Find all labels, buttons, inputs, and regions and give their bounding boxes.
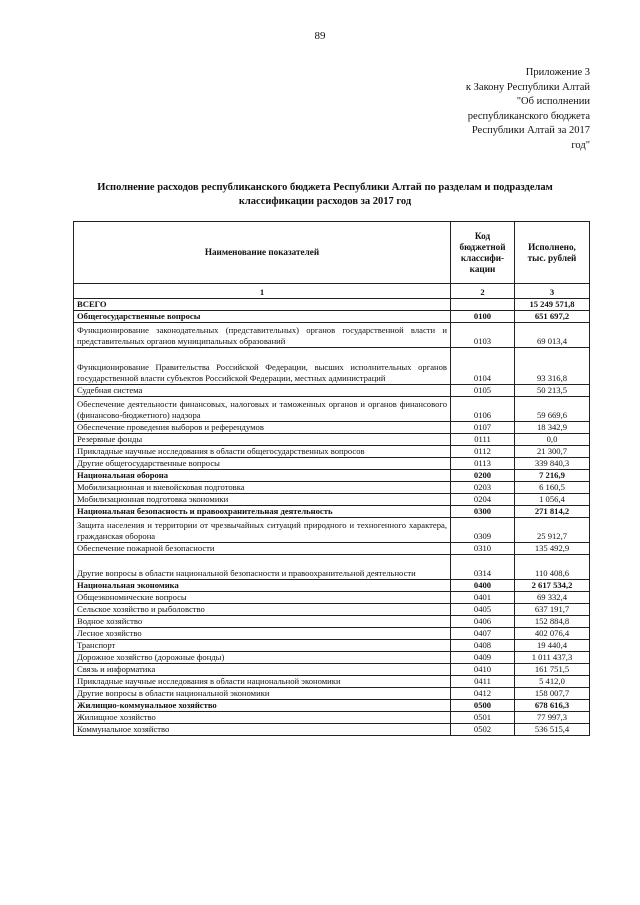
table-row: [74, 506, 590, 518]
row-name: Национальная безопасность и правоохранительная деятельность: [74, 506, 451, 518]
row-code: 0412: [451, 688, 515, 700]
row-name: Национальная оборона: [74, 470, 451, 482]
row-code: 0203: [451, 482, 515, 494]
row-value: 110 408,6: [515, 555, 590, 580]
table-row: [74, 543, 590, 555]
row-code: 0500: [451, 700, 515, 712]
row-code: 0111: [451, 434, 515, 446]
row-value: 18 342,9: [515, 422, 590, 434]
row-name: Мобилизационная и вневойсковая подготовка: [74, 482, 451, 494]
table-row: [74, 712, 590, 724]
row-value: 135 492,9: [515, 543, 590, 555]
table-row: [74, 724, 590, 736]
row-code: 0410: [451, 664, 515, 676]
table-row: [74, 494, 590, 506]
appendix-line: республиканского бюджета: [467, 110, 590, 122]
row-value: 1 011 437,3: [515, 652, 590, 664]
row-value: 0,0: [515, 434, 590, 446]
table-row: [74, 604, 590, 616]
row-name: Транспорт: [74, 640, 451, 652]
row-code: 0408: [451, 640, 515, 652]
row-value: 77 997,3: [515, 712, 590, 724]
row-name: Коммунальное хозяйство: [74, 724, 451, 736]
row-name: Связь и информатика: [74, 664, 451, 676]
row-code: 0100: [451, 311, 515, 323]
row-name: Мобилизационная подготовка экономики: [74, 494, 451, 506]
row-code: 0411: [451, 676, 515, 688]
row-name: Лесное хозяйство: [74, 628, 451, 640]
document-title: [70, 181, 580, 209]
table-row: [74, 518, 590, 543]
row-code: 0112: [451, 446, 515, 458]
row-value: 637 191,7: [515, 604, 590, 616]
row-code: 0309: [451, 518, 515, 543]
column-number: 2: [451, 284, 515, 299]
row-name: Водное хозяйство: [74, 616, 451, 628]
table-row: [74, 422, 590, 434]
row-code: 0314: [451, 555, 515, 580]
column-number: 1: [74, 284, 451, 299]
row-value: 93 316,8: [515, 348, 590, 385]
row-value: 50 213,5: [515, 385, 590, 397]
appendix-line: Республики Алтай за 2017: [471, 125, 590, 137]
table-row: [74, 664, 590, 676]
table-row: [74, 580, 590, 592]
row-name: Сельское хозяйство и рыболовство: [74, 604, 451, 616]
row-value: 152 884,8: [515, 616, 590, 628]
row-code: 0105: [451, 385, 515, 397]
row-name: Обеспечение проведения выборов и референдумов: [74, 422, 451, 434]
table-row: [74, 470, 590, 482]
row-code: 0200: [451, 470, 515, 482]
row-name: Общегосударственные вопросы: [74, 311, 451, 323]
row-code: 0502: [451, 724, 515, 736]
row-name: Другие вопросы в области национальной экономики: [74, 688, 451, 700]
row-code: 0405: [451, 604, 515, 616]
table-row: [74, 458, 590, 470]
table-row: [74, 676, 590, 688]
table-row: [74, 555, 590, 580]
row-value: 6 160,5: [515, 482, 590, 494]
row-value: 2 617 534,2: [515, 580, 590, 592]
row-name: Судебная система: [74, 385, 451, 397]
page-number: 89: [314, 30, 326, 42]
row-value: 21 300,7: [515, 446, 590, 458]
row-value: 15 249 571,8: [515, 299, 590, 311]
row-value: 1 056,4: [515, 494, 590, 506]
table-row: [74, 311, 590, 323]
row-value: 59 669,6: [515, 397, 590, 422]
header-code: Код бюджетной классифи-кации: [451, 222, 515, 284]
table-row: [74, 592, 590, 604]
row-value: 19 440,4: [515, 640, 590, 652]
table-row: [74, 688, 590, 700]
header-name: Наименование показателей: [74, 222, 451, 284]
row-value: 402 076,4: [515, 628, 590, 640]
row-value: 5 412,0: [515, 676, 590, 688]
row-code: 0501: [451, 712, 515, 724]
table-row: [74, 652, 590, 664]
table-row: [74, 640, 590, 652]
row-name: Дорожное хозяйство (дорожные фонды): [74, 652, 451, 664]
row-value: 161 751,5: [515, 664, 590, 676]
row-name: Резервные фонды: [74, 434, 451, 446]
row-value: 69 332,4: [515, 592, 590, 604]
table-row: [74, 700, 590, 712]
row-name: Функционирование законодательных (представительных) органов государственной власти и представительных органов муниципальных образований: [74, 323, 451, 348]
appendix-note: [420, 66, 590, 154]
row-name: Прикладные научные исследования в области национальной экономики: [74, 676, 451, 688]
row-name: Функционирование Правительства Российской Федерации, высших исполнительных органов государственной власти субъектов Российской Федерации, местных администраций: [74, 348, 451, 385]
table-row: [74, 397, 590, 422]
table-row: [74, 446, 590, 458]
row-name: Обеспечение деятельности финансовых, налоговых и таможенных органов и органов финансового (финансово-бюджетного) надзора: [74, 397, 451, 422]
row-value: 651 697,2: [515, 311, 590, 323]
table-row: [74, 616, 590, 628]
row-code: 0204: [451, 494, 515, 506]
table-row: [74, 482, 590, 494]
header-value: Исполнено, тыс. рублей: [515, 222, 590, 284]
appendix-line: "Об исполнении: [516, 96, 590, 108]
row-value: 271 814,2: [515, 506, 590, 518]
table-row: [74, 434, 590, 446]
column-number: 3: [515, 284, 590, 299]
expenditure-table: [73, 221, 590, 736]
row-code: 0107: [451, 422, 515, 434]
row-name: Общеэкономические вопросы: [74, 592, 451, 604]
row-code: 0113: [451, 458, 515, 470]
row-code: 0310: [451, 543, 515, 555]
row-name: Другие общегосударственные вопросы: [74, 458, 451, 470]
row-name: Защита населения и территории от чрезвычайных ситуаций природного и техногенного характера, гражданская оборона: [74, 518, 451, 543]
row-name: Прикладные научные исследования в области общегосударственных вопросов: [74, 446, 451, 458]
row-code: 0407: [451, 628, 515, 640]
row-code: 0401: [451, 592, 515, 604]
row-name: Национальная экономика: [74, 580, 451, 592]
row-value: 25 912,7: [515, 518, 590, 543]
row-code: 0104: [451, 348, 515, 385]
row-code: 0106: [451, 397, 515, 422]
appendix-line: год": [571, 139, 590, 151]
row-code: 0300: [451, 506, 515, 518]
row-value: 158 007,7: [515, 688, 590, 700]
row-code: 0400: [451, 580, 515, 592]
row-code: 0409: [451, 652, 515, 664]
appendix-line: Приложение 3: [525, 67, 590, 78]
row-code: [451, 299, 515, 311]
appendix-line: к Закону Республики Алтай: [465, 81, 590, 93]
table-row: [74, 628, 590, 640]
row-name: Другие вопросы в области национальной безопасности и правоохранительной деятельности: [74, 555, 451, 580]
table-row: [74, 299, 590, 311]
row-name: ВСЕГО: [74, 299, 451, 311]
row-value: 678 616,3: [515, 700, 590, 712]
row-name: Жилищно-коммунальное хозяйство: [74, 700, 451, 712]
row-value: 536 515,4: [515, 724, 590, 736]
row-code: 0406: [451, 616, 515, 628]
row-code: 0103: [451, 323, 515, 348]
row-value: 7 216,9: [515, 470, 590, 482]
table-row: [74, 385, 590, 397]
row-value: 69 013,4: [515, 323, 590, 348]
title-line: классификации расходов за 2017 год: [238, 196, 412, 207]
table-row: [74, 348, 590, 385]
row-name: Жилищное хозяйство: [74, 712, 451, 724]
table-row: [74, 323, 590, 348]
title-line: Исполнение расходов республиканского бюджета Республики Алтай по разделам и подразделам: [97, 182, 553, 193]
row-value: 339 840,3: [515, 458, 590, 470]
row-name: Обеспечение пожарной безопасности: [74, 543, 451, 555]
